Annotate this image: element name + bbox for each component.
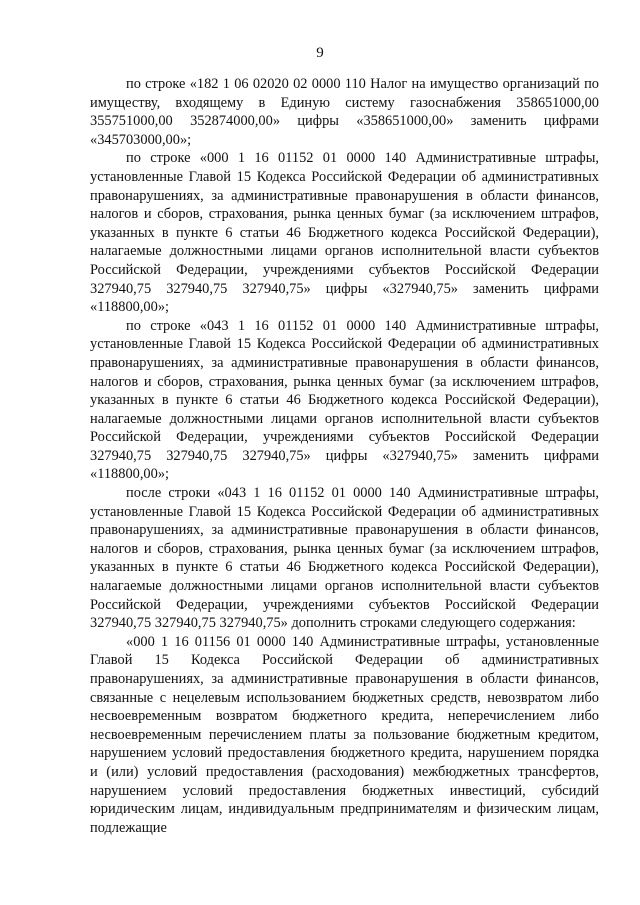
paragraph-line-000-01152: по строке «000 1 16 01152 01 0000 140 Административные штрафы, установленные Главой 15 Кодекса Российской Федерации об административных правонарушениях, за административные правонарушения в области финансов, налогов и сборов, страхования, рынка ценных бумаг (за исключением штрафов, указанных в пункте 6 статьи 46 Бюджетного кодекса Российской Федерации), налагаемые должностными лицами органов исполнительной власти субъектов Российской Федерации, учреждениями субъектов Российской Федерации 327940,75 327940,75 327940,75» цифры «327940,75» заменить цифрами «118800,00»;	[90, 150, 599, 316]
paragraph-after-line-043: после строки «043 1 16 01152 01 0000 140 Административные штрафы, установленные Главой 15 Кодекса Российской Федерации об административных правонарушениях, за административные правонарушения в области финансов, налогов и сборов, страхования, рынка ценных бумаг (за исключением штрафов, указанных в пункте 6 статьи 46 Бюджетного кодекса Российской Федерации), налагаемые должностными лицами органов исполнительной власти субъектов Российской Федерации, учреждениями субъектов Российской Федерации 327940,75 327940,75 327940,75» дополнить строками следующего содержания:	[90, 485, 599, 632]
paragraph-new-line-000-01156: «000 1 16 01156 01 0000 140 Административные штрафы, установленные Главой 15 Кодекса Российской Федерации об административных правонарушениях, за административные правонарушения в области финансов, связанные с нецелевым использованием бюджетных средств, невозвратом либо несвоевременным возвратом бюджетного кредита, неперечислением либо несвоевременным перечислением платы за пользование бюджетным кредитом, нарушением условий предоставления бюджетного кредита, нарушением порядка и (или) условий предоставления (расходования) межбюджетных трансфертов, нарушением условий предоставления бюджетных инвестиций, субсидий юридическим лицам, индивидуальным предпринимателям и физическим лицам, подлежащие	[90, 633, 599, 836]
paragraph-line-182: по строке «182 1 06 02020 02 0000 110 Налог на имущество организаций по имуществу, входящему в Единую систему газоснабжения 358651000,00 355751000,00 352874000,00» цифры «358651000,00» заменить цифрами «345703000,00»;	[90, 76, 599, 148]
paragraph-line-043-01152: по строке «043 1 16 01152 01 0000 140 Административные штрафы, установленные Главой 15 Кодекса Российской Федерации об административных правонарушениях, за административные правонарушения в области финансов, налогов и сборов, страхования, рынка ценных бумаг (за исключением штрафов, указанных в пункте 6 статьи 46 Бюджетного кодекса Российской Федерации), налагаемые должностными лицами органов исполнительной власти субъектов Российской Федерации, учреждениями субъектов Российской Федерации 327940,75 327940,75 327940,75» цифры «327940,75» заменить цифрами «118800,00»;	[90, 317, 599, 483]
page-number: 9	[316, 45, 324, 61]
document-body	[90, 75, 599, 837]
